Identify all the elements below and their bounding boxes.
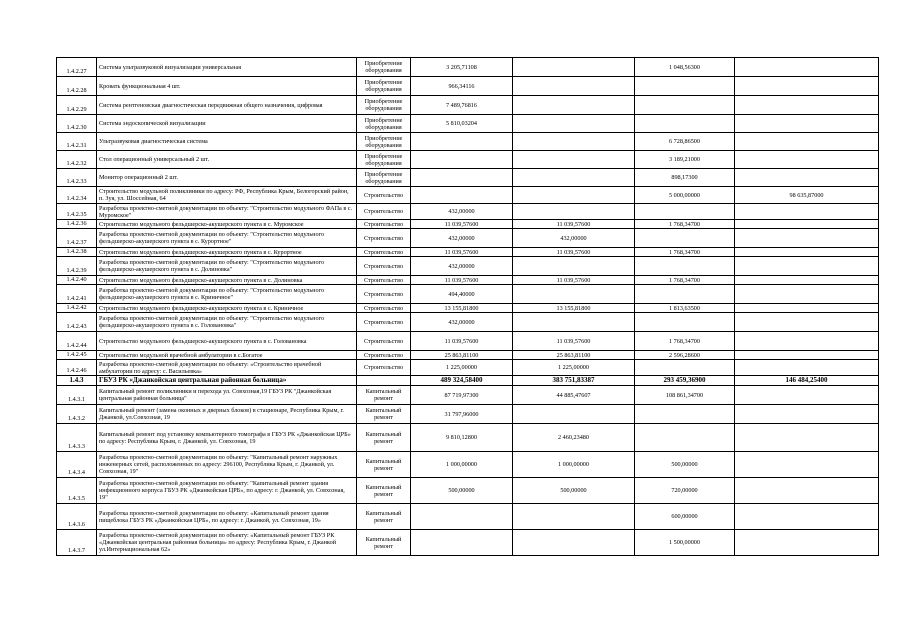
value-col-4: [735, 204, 879, 220]
row-type: Капитальный ремонт: [357, 386, 411, 405]
value-col-2: [513, 115, 635, 133]
row-name: Разработка проектно-сметной документации по объекту: "Строительство модульного фельдшерско-акушерского пункта в с. Головановка": [97, 313, 357, 332]
value-col-1: 11 039,57600: [411, 220, 513, 229]
value-col-1: [411, 151, 513, 169]
value-col-2: [513, 530, 635, 556]
value-col-4: [735, 360, 879, 376]
row-name: Строительство модульной врачебной амбулатории в с.Богатое: [97, 351, 357, 360]
value-col-3: 898,17300: [635, 169, 735, 187]
row-code: 1.4.2.29: [57, 96, 97, 115]
row-name: Строительство модульного фельдшерско-акушерского пункта в с. Долиновка: [97, 276, 357, 285]
table-row: [57, 304, 879, 313]
table-row: [57, 77, 879, 96]
value-col-3: 1 768,34700: [635, 332, 735, 351]
value-col-4: [735, 220, 879, 229]
value-col-1: 3 205,71108: [411, 58, 513, 77]
row-name: Строительство модульного фельдшерско-акушерского пункта в с. Головановка: [97, 332, 357, 351]
value-col-2: 11 039,57600: [513, 332, 635, 351]
row-code: 1.4.3.4: [57, 452, 97, 478]
value-col-4: [735, 478, 879, 504]
table-row: [57, 332, 879, 351]
row-type: Капитальный ремонт: [357, 424, 411, 452]
row-code: 1.4.3.1: [57, 386, 97, 405]
row-code: 1.4.2.31: [57, 133, 97, 151]
section-row: [57, 376, 879, 386]
value-col-4: [735, 313, 879, 332]
row-name: Строительство модульного фельдшерско-акушерского пункта в с. Муромское: [97, 220, 357, 229]
value-col-2: [513, 58, 635, 77]
row-name: Разработка проектно-сметной документации по объекту: "Строительство модульного фельдшерско-акушерского пункта в с. Криничное": [97, 285, 357, 304]
value-col-2: 11 039,57600: [513, 248, 635, 257]
table-row: [57, 187, 879, 204]
row-name: Капитальный ремонт (замена оконных и дверных блоков) в стационаре, Республика Крым, г. Джанкой, ул.Совхозная, 19: [97, 405, 357, 424]
value-col-3: [635, 313, 735, 332]
row-name: Строительство модульного фельдшерско-акушерского пункта в с. Криничное: [97, 304, 357, 313]
value-col-2: 500,00000: [513, 478, 635, 504]
table-row: [57, 276, 879, 285]
value-col-2: [513, 187, 635, 204]
value-col-3: [635, 424, 735, 452]
value-col-3: 1 813,63500: [635, 304, 735, 313]
value-col-2: [513, 405, 635, 424]
value-col-4: [735, 351, 879, 360]
value-col-3: 5 000,00000: [635, 187, 735, 204]
row-name: Ультразвуковая диагностическая система: [97, 133, 357, 151]
table-row: [57, 257, 879, 276]
row-code: 1.4.2.34: [57, 187, 97, 204]
row-name: Монитор операционный 2 шт.: [97, 169, 357, 187]
table-row: [57, 220, 879, 229]
value-col-3: 720,00000: [635, 478, 735, 504]
row-code: 1.4.2.43: [57, 313, 97, 332]
row-name: Строительство модульного фельдшерско-акушерского пункта в с. Курортное: [97, 248, 357, 257]
value-col-4: 146 484,25400: [735, 376, 879, 386]
value-col-1: 5 810,03204: [411, 115, 513, 133]
row-type: Строительство: [357, 257, 411, 276]
row-type: Строительство: [357, 220, 411, 229]
row-type: Капитальный ремонт: [357, 452, 411, 478]
value-col-2: [513, 77, 635, 96]
value-col-2: 1 225,00000: [513, 360, 635, 376]
row-name: Разработка проектно-сметной документации по объекту: "Капитальный ремонт наружных инженерных сетей, расположенных по адресу: 296100, Республика Крым, г. Джанкой, ул. Совхозная, 19": [97, 452, 357, 478]
value-col-4: [735, 257, 879, 276]
value-col-1: 432,00000: [411, 257, 513, 276]
row-code: 1.4.2.38: [57, 248, 97, 257]
row-code: 1.4.2.28: [57, 77, 97, 96]
value-col-1: 9 810,12800: [411, 424, 513, 452]
row-code: 1.4.3: [57, 376, 97, 386]
row-type: Строительство: [357, 304, 411, 313]
row-name: Капитальный ремонт под установку компьютерного томографа в ГБУЗ РК «Джанкойская ЦРБ» по адресу: Республика Крым, г. Джанкой, ул. Совхозная, 19: [97, 424, 357, 452]
value-col-4: [735, 248, 879, 257]
value-col-1: [411, 530, 513, 556]
value-col-2: [513, 169, 635, 187]
row-code: 1.4.3.2: [57, 405, 97, 424]
value-col-2: [513, 96, 635, 115]
row-name: ГБУЗ РК «Джанкойская центральная районная больница»: [97, 376, 357, 386]
row-name: Разработка проектно-сметной документации по объекту: "Строительство модульного ФАПа в с. Муромское": [97, 204, 357, 220]
value-col-4: [735, 386, 879, 405]
value-col-4: [735, 530, 879, 556]
value-col-1: 11 039,57600: [411, 248, 513, 257]
row-code: 1.4.2.46: [57, 360, 97, 376]
value-col-3: [635, 257, 735, 276]
budget-table: [56, 57, 879, 556]
value-col-3: 6 728,86500: [635, 133, 735, 151]
value-col-4: [735, 424, 879, 452]
value-col-3: 108 861,34700: [635, 386, 735, 405]
value-col-3: 2 596,28600: [635, 351, 735, 360]
value-col-2: [513, 204, 635, 220]
row-type: Приобретение оборудования: [357, 115, 411, 133]
value-col-4: [735, 58, 879, 77]
value-col-4: [735, 229, 879, 248]
row-type: Капитальный ремонт: [357, 530, 411, 556]
row-type: [357, 376, 411, 386]
row-type: Строительство: [357, 276, 411, 285]
value-col-2: [513, 285, 635, 304]
row-code: 1.4.3.5: [57, 478, 97, 504]
row-type: Строительство: [357, 360, 411, 376]
value-col-2: 2 460,23480: [513, 424, 635, 452]
value-col-3: [635, 96, 735, 115]
row-type: Строительство: [357, 351, 411, 360]
table-row: [57, 151, 879, 169]
row-type: Строительство: [357, 229, 411, 248]
value-col-3: 600,00000: [635, 504, 735, 530]
table-row: [57, 405, 879, 424]
row-type: Приобретение оборудования: [357, 77, 411, 96]
row-name: Разработка проектно-сметной документации по объекту: «Строительство врачебной амбулатории по адресу: с. Васильевка»: [97, 360, 357, 376]
value-col-2: [513, 151, 635, 169]
row-type: Приобретение оборудования: [357, 169, 411, 187]
row-name: Капитальный ремонт поликлиники и перехода ул. Совхозная,19 ГБУЗ РК "Джанкойская центральная районная больница": [97, 386, 357, 405]
row-type: Строительство: [357, 248, 411, 257]
value-col-1: 432,00000: [411, 313, 513, 332]
table-row: [57, 351, 879, 360]
document-page: [56, 57, 878, 556]
row-code: 1.4.2.40: [57, 276, 97, 285]
value-col-1: 494,40000: [411, 285, 513, 304]
table-row: [57, 504, 879, 530]
value-col-2: [513, 313, 635, 332]
value-col-2: [513, 504, 635, 530]
row-code: 1.4.2.33: [57, 169, 97, 187]
row-name: Разработка проектно-сметной документации по объекту: «Капитальный ремонт здания пищеблока ГБУЗ РК «Джанкойская ЦРБ», по адресу: г. Джанкой, ул. Совхозная, 19»: [97, 504, 357, 530]
value-col-4: [735, 169, 879, 187]
value-col-2: 44 885,47607: [513, 386, 635, 405]
value-col-1: 7 489,76816: [411, 96, 513, 115]
value-col-3: 500,00000: [635, 452, 735, 478]
row-code: 1.4.3.6: [57, 504, 97, 530]
value-col-3: 1 768,34700: [635, 248, 735, 257]
value-col-4: [735, 77, 879, 96]
value-col-1: 87 719,97300: [411, 386, 513, 405]
value-col-1: 11 039,57600: [411, 332, 513, 351]
row-name: Система рентгеновская диагностическая передвижная общего назначения, цифровая: [97, 96, 357, 115]
value-col-4: [735, 285, 879, 304]
value-col-4: [735, 405, 879, 424]
table-row: [57, 360, 879, 376]
table-row: [57, 478, 879, 504]
table-row: [57, 313, 879, 332]
row-name: Система эндоскопической визуализации: [97, 115, 357, 133]
table-row: [57, 229, 879, 248]
value-col-2: 383 751,83387: [513, 376, 635, 386]
value-col-3: 1 048,56300: [635, 58, 735, 77]
value-col-4: [735, 276, 879, 285]
value-col-1: 432,00000: [411, 204, 513, 220]
value-col-3: 1 768,34700: [635, 220, 735, 229]
value-col-1: 11 039,57600: [411, 276, 513, 285]
value-col-1: 25 863,81100: [411, 351, 513, 360]
value-col-2: 25 863,81100: [513, 351, 635, 360]
value-col-2: 13 155,81800: [513, 304, 635, 313]
value-col-2: 1 000,00000: [513, 452, 635, 478]
value-col-1: [411, 169, 513, 187]
row-type: Капитальный ремонт: [357, 478, 411, 504]
row-name: Разработка проектно-сметной документации по объекту: "Строительство модульного фельдшерско-акушерского пункта в с. Долиновка": [97, 257, 357, 276]
row-code: 1.4.3.7: [57, 530, 97, 556]
value-col-1: 489 324,58400: [411, 376, 513, 386]
row-type: Капитальный ремонт: [357, 405, 411, 424]
row-name: Кровать функциональная 4 шт.: [97, 77, 357, 96]
value-col-1: [411, 133, 513, 151]
table-row: [57, 133, 879, 151]
value-col-1: 13 155,81800: [411, 304, 513, 313]
row-name: Разработка проектно-сметной документации по объекту: "Строительство модульного фельдшерско-акушерского пункта в с. Курортное": [97, 229, 357, 248]
row-type: Строительство: [357, 285, 411, 304]
table-row: [57, 96, 879, 115]
value-col-4: [735, 115, 879, 133]
value-col-1: 31 797,96000: [411, 405, 513, 424]
row-code: 1.4.2.37: [57, 229, 97, 248]
table-row: [57, 285, 879, 304]
row-code: 1.4.2.41: [57, 285, 97, 304]
row-name: Система ультразвуковой визуализации универсальная: [97, 58, 357, 77]
value-col-1: 1 225,00000: [411, 360, 513, 376]
value-col-3: [635, 115, 735, 133]
table-row: [57, 452, 879, 478]
row-code: 1.4.2.42: [57, 304, 97, 313]
row-type: Капитальный ремонт: [357, 504, 411, 530]
value-col-1: 966,34116: [411, 77, 513, 96]
row-code: 1.4.2.44: [57, 332, 97, 351]
table-row: [57, 115, 879, 133]
table-row: [57, 248, 879, 257]
value-col-4: [735, 304, 879, 313]
value-col-3: 1 500,00000: [635, 530, 735, 556]
value-col-3: [635, 360, 735, 376]
row-type: Приобретение оборудования: [357, 96, 411, 115]
row-type: Приобретение оборудования: [357, 58, 411, 77]
value-col-3: 1 768,34700: [635, 276, 735, 285]
value-col-1: 432,00000: [411, 229, 513, 248]
value-col-3: [635, 204, 735, 220]
row-type: Строительство: [357, 204, 411, 220]
value-col-3: [635, 77, 735, 96]
value-col-3: 3 189,21000: [635, 151, 735, 169]
row-type: Приобретение оборудования: [357, 133, 411, 151]
row-name: Строительство модульной поликлиники по адресу: РФ, Республика Крым, Белогорский район, п. Зуя, ул. Шоссейная, 64: [97, 187, 357, 204]
value-col-2: 11 039,57600: [513, 276, 635, 285]
row-name: Стол операционный универсальный 2 шт.: [97, 151, 357, 169]
value-col-3: [635, 405, 735, 424]
value-col-1: 1 000,00000: [411, 452, 513, 478]
row-code: 1.4.2.35: [57, 204, 97, 220]
row-name: Разработка проектно-сметной документации по объекту: "Капитальный ремонт здания инфекционного корпуса ГБУЗ РК «Джанкойская ЦРБ», по адресу: г. Джанкой, ул. Совхозная, 19": [97, 478, 357, 504]
table-row: [57, 530, 879, 556]
table-row: [57, 58, 879, 77]
row-code: 1.4.2.39: [57, 257, 97, 276]
value-col-3: 293 459,36900: [635, 376, 735, 386]
row-code: 1.4.2.32: [57, 151, 97, 169]
value-col-4: [735, 452, 879, 478]
value-col-1: [411, 187, 513, 204]
value-col-4: [735, 151, 879, 169]
row-code: 1.4.2.30: [57, 115, 97, 133]
value-col-2: [513, 133, 635, 151]
value-col-4: [735, 504, 879, 530]
row-code: 1.4.3.3: [57, 424, 97, 452]
value-col-3: [635, 285, 735, 304]
table-row: [57, 386, 879, 405]
value-col-2: 432,00000: [513, 229, 635, 248]
value-col-4: [735, 332, 879, 351]
table-row: [57, 204, 879, 220]
row-type: Строительство: [357, 187, 411, 204]
row-name: Разработка проектно-сметной документации по объекту: «Капитальный ремонт ГБУЗ РК «Джанкойская центральная районная больница» по адресу: Республика Крым, г. Джанкой ул.Интернациональная 62»: [97, 530, 357, 556]
row-code: 1.4.2.36: [57, 220, 97, 229]
value-col-4: [735, 133, 879, 151]
value-col-2: 11 039,57600: [513, 220, 635, 229]
value-col-3: [635, 229, 735, 248]
row-type: Приобретение оборудования: [357, 151, 411, 169]
row-code: 1.4.2.45: [57, 351, 97, 360]
value-col-1: 500,00000: [411, 478, 513, 504]
row-type: Строительство: [357, 332, 411, 351]
table-row: [57, 424, 879, 452]
value-col-4: 98 635,87000: [735, 187, 879, 204]
row-code: 1.4.2.27: [57, 58, 97, 77]
value-col-4: [735, 96, 879, 115]
value-col-1: [411, 504, 513, 530]
value-col-2: [513, 257, 635, 276]
row-type: Строительство: [357, 313, 411, 332]
table-row: [57, 169, 879, 187]
